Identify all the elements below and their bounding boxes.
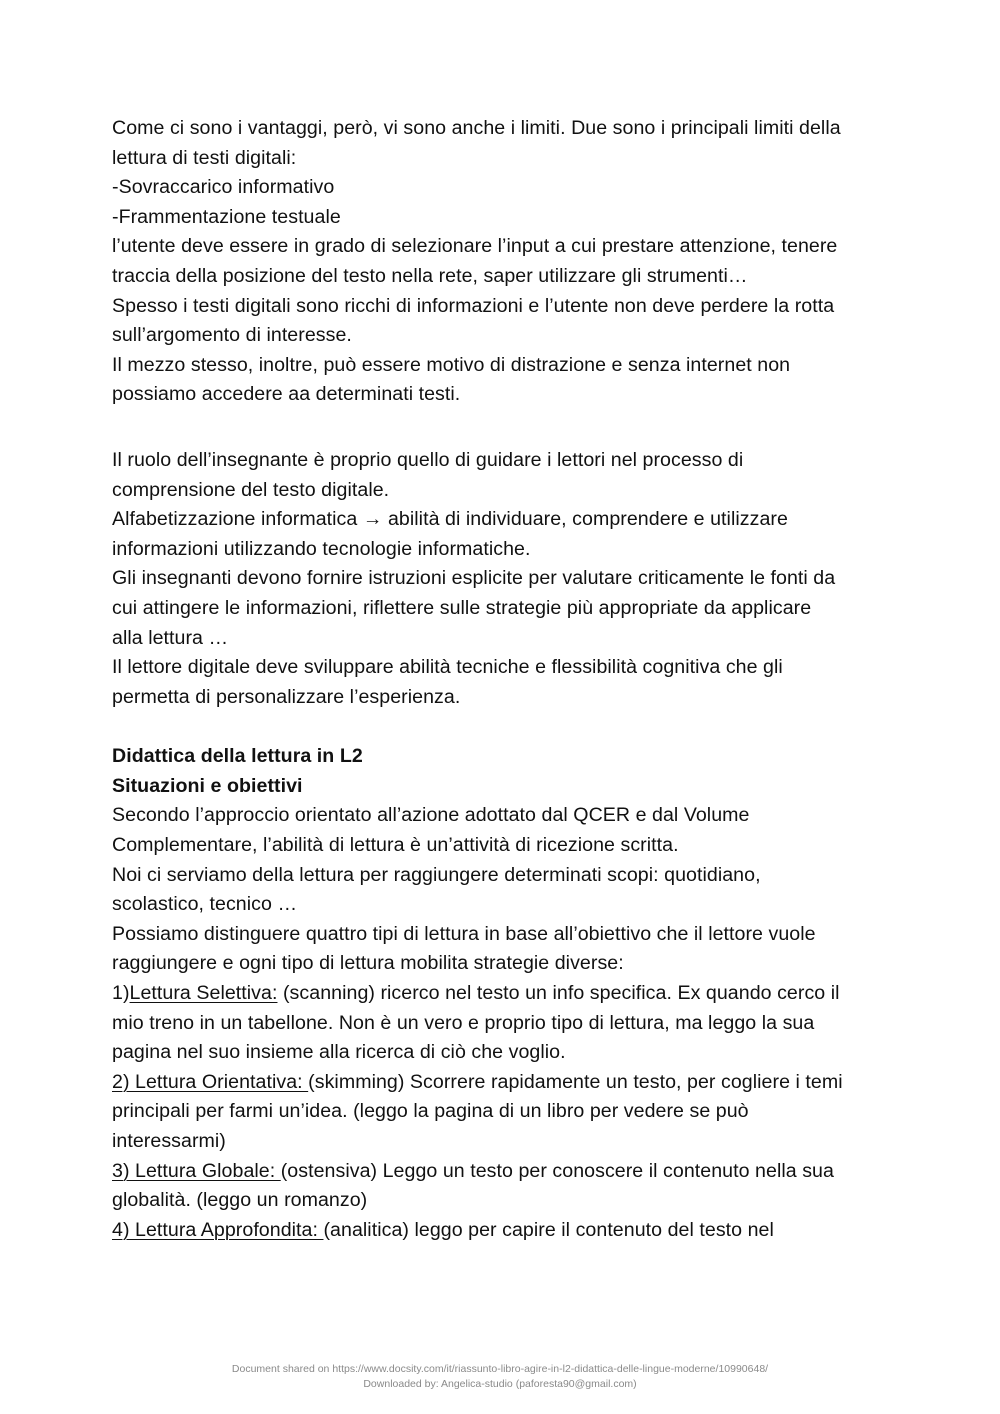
item-label: 4) Lettura Approfondita: bbox=[112, 1218, 324, 1241]
text-line: Secondo l’approccio orientato all’azione adottato dal QCER e dal Volume bbox=[112, 804, 750, 827]
text-line: principali per farmi un’idea. (leggo la pagina di un libro per vedere se può bbox=[112, 1100, 749, 1123]
text-line: possiamo accedere aa determinati testi. bbox=[112, 383, 461, 406]
reading-type-approfondita bbox=[112, 1216, 902, 1246]
text-line: globalità. (leggo un romanzo) bbox=[112, 1189, 368, 1212]
text-line: cui attingere le informazioni, riflettere sulle strategie più appropriate da applicare bbox=[112, 596, 812, 619]
text-line: -Sovraccarico informativo bbox=[112, 176, 335, 199]
text-line: mio treno in un tabellone. Non è un vero e proprio tipo di lettura, ma leggo la sua bbox=[112, 1011, 815, 1034]
footer-shared-link[interactable]: Document shared on https://www.docsity.com/it/riassunto-libro-agire-in-l2-didattica-delle-lingue-moderne/10990648/ bbox=[231, 1363, 769, 1375]
reading-type-orientativa bbox=[112, 1068, 902, 1157]
footer-downloaded-by: Downloaded by: Angelica-studio (paforesta90@gmail.com) bbox=[363, 1378, 637, 1390]
text-line: lettura di testi digitali: bbox=[112, 146, 297, 169]
text-line: Possiamo distinguere quattro tipi di lettura in base all’obiettivo che il lettore vuole bbox=[112, 922, 816, 945]
section-heading: Didattica della lettura in L2 bbox=[112, 745, 363, 768]
text-line: traccia della posizione del testo nella rete, saper utilizzare gli strumenti… bbox=[112, 264, 748, 287]
list-item-first-line bbox=[112, 1157, 902, 1187]
text-line: informazioni utilizzando tecnologie informatiche. bbox=[112, 537, 531, 560]
paragraph-spacer bbox=[112, 712, 902, 742]
paragraph-insegnante bbox=[112, 446, 902, 712]
text-line: Alfabetizzazione informatica → abilità di individuare, comprendere e utilizzare bbox=[112, 508, 788, 531]
text-line: Noi ci serviamo della lettura per raggiungere determinati scopi: quotidiano, bbox=[112, 863, 761, 886]
paragraph-approccio bbox=[112, 801, 902, 979]
item-text: (analitica) leggo per capire il contenuto del testo nel bbox=[323, 1218, 774, 1241]
text-line: permetta di personalizzare l’esperienza. bbox=[112, 685, 461, 708]
text-line: -Frammentazione testuale bbox=[112, 205, 341, 228]
text-line: interessarmi) bbox=[112, 1130, 226, 1152]
item-label: Lettura Selettiva: bbox=[129, 982, 278, 1005]
list-item-first-line bbox=[112, 1216, 902, 1246]
text-line: Complementare, l’abilità di lettura è un’attività di ricezione scritta. bbox=[112, 834, 679, 857]
text-line: scolastico, tecnico … bbox=[112, 893, 298, 916]
subsection-heading: Situazioni e obiettivi bbox=[112, 774, 303, 797]
item-number: 1) bbox=[112, 982, 130, 1005]
list-item-first-line bbox=[112, 1068, 902, 1098]
paragraph-limiti bbox=[112, 114, 902, 410]
text-line: raggiungere e ogni tipo di lettura mobilita strategie diverse: bbox=[112, 952, 624, 975]
text-line: comprensione del testo digitale. bbox=[112, 478, 390, 501]
item-label: 2) Lettura Orientativa: bbox=[112, 1070, 309, 1093]
text-line: Il lettore digitale deve sviluppare abilità tecniche e flessibilità cognitiva che gli bbox=[112, 656, 783, 679]
reading-type-globale bbox=[112, 1157, 902, 1216]
text-line: Il mezzo stesso, inoltre, può essere motivo di distrazione e senza internet non bbox=[112, 353, 791, 376]
text-line: Il ruolo dell’insegnante è proprio quello di guidare i lettori nel processo di bbox=[112, 448, 744, 471]
item-label: 3) Lettura Globale: bbox=[112, 1159, 281, 1182]
paragraph-spacer bbox=[112, 410, 902, 446]
item-text: (skimming) Scorrere rapidamente un testo, per cogliere i temi bbox=[308, 1070, 843, 1093]
list-item-first-line bbox=[112, 979, 902, 1009]
text-line: Come ci sono i vantaggi, però, vi sono anche i limiti. Due sono i principali limiti della bbox=[112, 117, 841, 139]
document-page bbox=[112, 114, 902, 1245]
item-text: (scanning) ricerco nel testo un info specifica. Ex quando cerco il bbox=[277, 982, 840, 1005]
text-line: sull’argomento di interesse. bbox=[112, 324, 352, 347]
text-line: l’utente deve essere in grado di selezionare l’input a cui prestare attenzione, tenere bbox=[112, 235, 838, 258]
reading-type-selettiva bbox=[112, 979, 902, 1068]
text-line: pagina nel suo insieme alla ricerca di ciò che voglio. bbox=[112, 1041, 566, 1064]
text-line: Spesso i testi digitali sono ricchi di informazioni e l’utente non deve perdere la rotta bbox=[112, 294, 835, 317]
text-line: Gli insegnanti devono fornire istruzioni esplicite per valutare criticamente le fonti da bbox=[112, 567, 836, 590]
text-line: alla lettura … bbox=[112, 626, 229, 649]
item-text: (ostensiva) Leggo un testo per conoscere il contenuto nella sua bbox=[280, 1159, 834, 1182]
